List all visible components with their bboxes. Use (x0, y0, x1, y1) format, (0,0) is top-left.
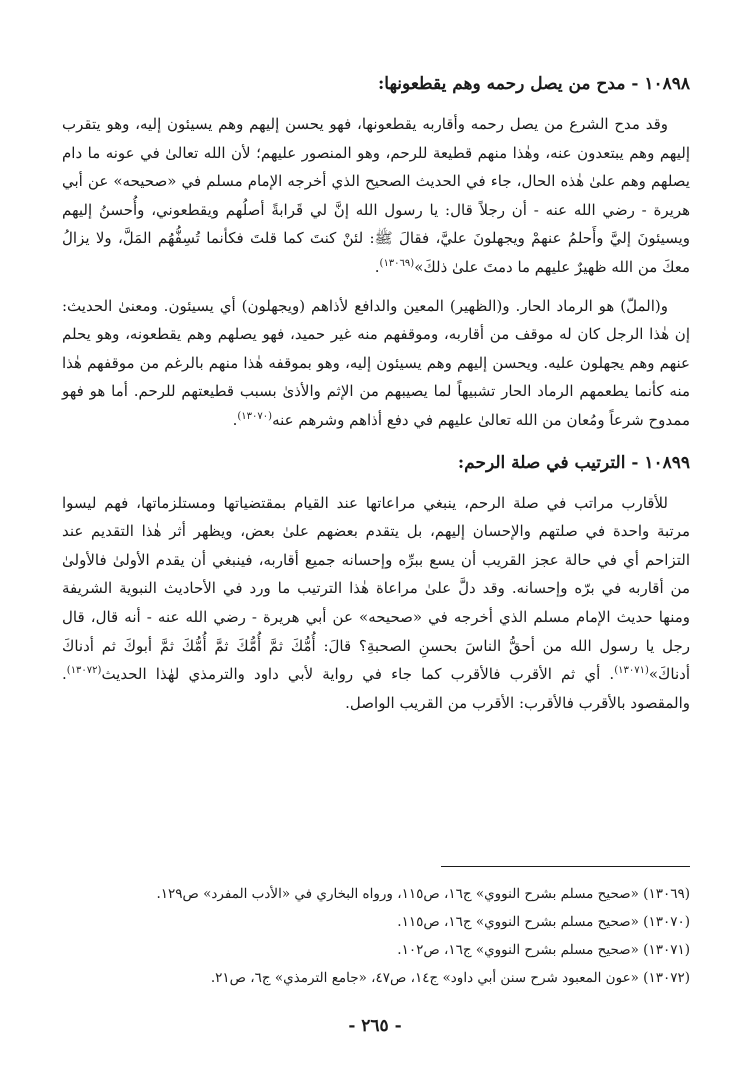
footnote-ref[interactable]: (١٣٠٧١) (614, 665, 649, 677)
paragraph (62, 110, 690, 282)
paragraph-tail: . (609, 665, 615, 684)
footnote-ref[interactable]: (١٣٠٧٠) (237, 410, 273, 422)
paragraph (62, 489, 690, 718)
footnote-13069: (١٣٠٦٩) «صحيح مسلم بشرح النووي» ج١٦، ص١١٥، ورواه البخاري في «الأدب المفرد» ص١٢٩. (156, 886, 690, 902)
paragraph-text: أي ثم الأقرب فالأقرب كما جاء في رواية لأبي داود والترمذي لهٰذا الحديث (101, 665, 601, 684)
footnote-ref[interactable]: (١٣٠٦٩) (379, 257, 415, 269)
footnote-13071: (١٣٠٧١) «صحيح مسلم بشرح النووي» ج١٦، ص١٠٢. (397, 942, 690, 958)
section-heading-10898: ١٠٨٩٨ - مدح من يصل رحمه وهم يقطعونها: (378, 74, 690, 94)
paragraph-tail: . (374, 257, 380, 276)
page-number: - ٢٦٥ - (348, 1016, 402, 1036)
footnote-ref[interactable]: (١٣٠٧٢) (66, 665, 102, 677)
footnote-13070: (١٣٠٧٠) «صحيح مسلم بشرح النووي» ج١٦، ص١١٥. (397, 914, 690, 930)
paragraph-tail: . (232, 410, 238, 429)
paragraph-text: و(الملّ) هو الرماد الحار. و(الظهير) المعين والدافع لأذاهم (ويجهلون) أي يسيئون. ومعنىٰ الحديث: إن هٰذا الرجل كان له موقف من أقاربه، وموقفهم منه غير حميد، فهو يصلهم وهم يقطعونه، وهو يحلم عنهم وهم يجهلون عليه. ويحسن إليهم وهم يسيئون إليه، وهو بموقفه هٰذا منهم بالرغم من موقفهم هٰذا منه كأنما يطعمهم الرماد الحار تشبيهاً لما يصيبهم من الإثم والأذىٰ بسبب قطيعتهم للرحم. أما هو فهو ممدوح شرعاً ومُعان من الله تعالىٰ عليهم في دفع أذاهم وشرهم عنه (62, 296, 690, 429)
paragraph-tail: . والمقصود بالأقرب فالأقرب: الأقرب من القريب الواصل. (62, 665, 690, 712)
paragraph-text: للأقارب مراتب في صلة الرحم، ينبغي مراعاتها عند القيام بمقتضياتها ومستلزماتها، فهم ليسوا مرتبة واحدة في صلتهم والإحسان إليهم، بل يتقدم بعضهم علىٰ بعض، ويظهر أثر هٰذا التقديم عند التزاحم أي في حالة عجز القريب أن يسع ببرِّه وإحسانه جميع أقاربه، فينبغي أن يقدم الأولىٰ فالأولىٰ من أقاربه في برّه وإحسانه. وقد دلَّ علىٰ مراعاة هٰذا الترتيب ما ورد في الأحاديث النبوية الشريفة ومنها حديث الإمام مسلم الذي أخرجه في «صحيحه» عن أبي هريرة - رضي الله عنه - أنه قال، قال رجل يا رسول الله من أحقُّ الناسَ بحسنِ الصحبةِ؟ قالَ: أُمُّكَ ثمَّ أُمُّكَ ثمَّ أُمُّكَ ثمَّ أبوكَ ثم أدناكَ أدناكَ» (62, 493, 690, 684)
paragraph-text: وقد مدح الشرع من يصل رحمه وأقاربه يقطعونها، فهو يحسن إليهم وهم يسيئون إليه، وهو يتقرب إليهم وهم يبتعدون عنه، وهٰذا منهم قطيعة للرحم، وهو المنصور عليهم؛ لأن الله تعالىٰ في عونه ما دام يصلهم وهم علىٰ هٰذه الحال، جاء في الحديث الصحيح الذي أخرجه الإمام مسلم في «صحيحه» عن أبي هريرة - رضي الله عنه - أن رجلاً قال: يا رسول الله إنَّ لي قَرابةً أصلُهم ويقطعوني، وأُحسنُ إليهم ويسيئونَ إليَّ وأَحلمُ عنهمْ ويجهلونَ عليَّ، فقالَ ﷺ: لئنْ كنتَ كما قلتَ فكأنما تُسِفُّهُم المَلَّ، ولا يزالُ معكَ من الله ظهيرٌ عليهم ما دمتَ علىٰ ذلكَ» (62, 115, 690, 276)
paragraph (62, 292, 690, 435)
page-body (62, 70, 690, 727)
footnote-13072: (١٣٠٧٢) «عون المعبود شرح سنن أبي داود» ج١٤، ص٤٧، «جامع الترمذي» ج٦، ص٢١. (210, 970, 690, 986)
footnotes (62, 880, 690, 992)
section-heading-10899: ١٠٨٩٩ - الترتيب في صلة الرحم: (457, 452, 690, 473)
footnote-divider (441, 866, 690, 867)
